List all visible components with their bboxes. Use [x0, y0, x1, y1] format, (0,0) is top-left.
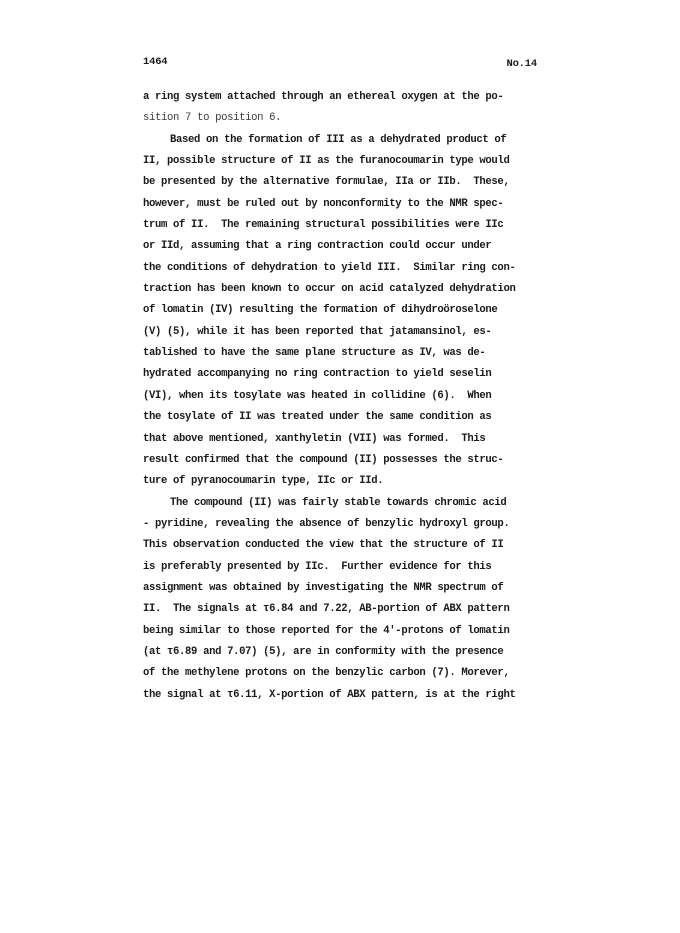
text-line: of the methylene protons on the benzylic carbon (7). Morever, — [143, 667, 510, 680]
text-line: II. The signals at τ6.84 and 7.22, AB-portion of ABX pattern — [143, 603, 510, 616]
text-line: is preferably presented by IIc. Further evidence for this — [143, 560, 492, 573]
text-line: or IId, assuming that a ring contraction could occur under — [143, 240, 492, 253]
text-line: trum of II. The remaining structural possibilities were IIc — [143, 219, 504, 232]
text-line: ture of pyranocoumarin type, IIc or IId. — [143, 475, 384, 488]
text-line: This observation conducted the view that the structure of II — [143, 539, 504, 552]
text-line: (V) (5), while it has been reported that jatamansinol, es- — [143, 325, 492, 338]
text-line: being similar to those reported for the 4'-protons of lomatin — [143, 624, 510, 637]
text-line: the signal at τ6.11, X-portion of ABX pattern, is at the right — [143, 688, 516, 701]
text-line: result confirmed that the compound (II) possesses the struc- — [143, 453, 504, 466]
text-line: II, possible structure of II as the furanocoumarin type would — [143, 155, 510, 168]
text-line: Based on the formation of III as a dehydrated product of — [170, 133, 507, 146]
page-number: 1464 — [143, 56, 168, 68]
text-line: (VI), when its tosylate was heated in collidine (6). When — [143, 389, 492, 402]
text-line: however, must be ruled out by nonconformity to the NMR spec- — [143, 197, 504, 210]
text-line: The compound (II) was fairly stable towards chromic acid — [170, 496, 507, 509]
text-line: tablished to have the same plane structure as IV, was de- — [143, 347, 486, 360]
text-line: a ring system attached through an ethereal oxygen at the po- — [143, 91, 504, 103]
text-line: - pyridine, revealing the absence of benzylic hydroxyl group. — [143, 517, 510, 530]
text-line: traction has been known to occur on acid catalyzed dehydration — [143, 283, 516, 296]
text-line: sition 7 to position 6. — [143, 112, 282, 125]
text-line: that above mentioned, xanthyletin (VII) was formed. This — [143, 432, 486, 445]
text-line: the tosylate of II was treated under the same condition as — [143, 411, 492, 424]
text-line: (at τ6.89 and 7.07) (5), are in conformity with the presence — [143, 645, 504, 658]
text-line: of lomatin (IV) resulting the formation of dihydroöroselone — [143, 304, 498, 317]
text-line: assignment was obtained by investigating the NMR spectrum of — [143, 581, 504, 594]
text-line: hydrated accompanying no ring contraction to yield seselin — [143, 368, 492, 381]
body-text — [143, 87, 563, 706]
text-line: the conditions of dehydration to yield III. Similar ring con- — [143, 261, 516, 274]
issue-number: No.14 — [506, 58, 537, 70]
text-line: be presented by the alternative formulae, IIa or IIb. These, — [143, 176, 510, 189]
